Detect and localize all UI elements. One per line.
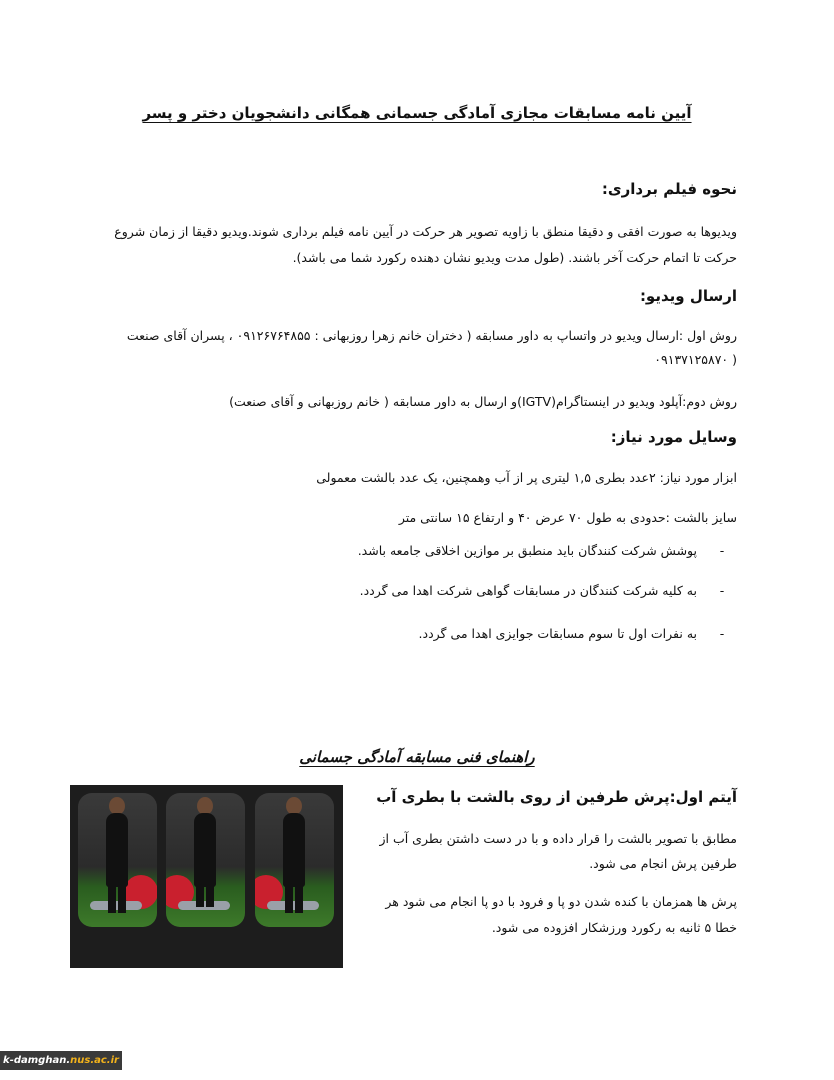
- guide-title: راهنمای فنی مسابقه آمادگی جسمانی: [299, 748, 535, 766]
- athlete-leg: [295, 885, 303, 913]
- item-1-text-2-line-1: پرش ها همزمان با کنده شدن دو پا و فرود با دو پا انجام می شود هر: [385, 894, 737, 909]
- bullet-marker: -: [719, 583, 725, 598]
- item-1-heading: آیتم اول:پرش طرفین از روی بالشت با بطری آب: [376, 788, 737, 806]
- equipment-line-1: ابزار مورد نیاز: ۲عدد بطری ۱,۵ لیتری پر از آب وهمچنین، یک عدد بالشت معمولی: [316, 470, 737, 485]
- pillow-pad: [90, 901, 142, 910]
- site-watermark[interactable]: [0, 1051, 122, 1070]
- sending-method-1-line-1: روش اول :ارسال ویدیو در واتساپ به داور مسابقه ( دختران خانم زهرا روزبهانی : ۰۹۱۲۶۷۶۴۸۵۵ ، پسران آقای صنعت: [126, 328, 737, 343]
- sending-method-2: روش دوم:آپلود ویدیو در اینستاگرام(IGTV)و ارسال به داور مسابقه ( خانم روزبهانی و آقای صنعت): [229, 394, 737, 409]
- document-title: آیین نامه مسابقات مجازی آمادگی جسمانی همگانی دانشجویان دختر و پسر: [142, 104, 692, 122]
- athlete-leg: [196, 879, 204, 907]
- pillow-pad: [178, 901, 230, 910]
- item-1-text-2-line-2: خطا ۵ ثانیه به رکورد ورزشکار افزوده می شود.: [491, 920, 737, 935]
- photo-panel-middle: [166, 793, 245, 927]
- filming-heading: نحوه فیلم برداری:: [601, 180, 737, 198]
- athlete-leg: [118, 885, 126, 913]
- filming-line-1: ویدیوها به صورت افقی و دقیقا منطق با زاویه تصویر هر حرکت در آیین نامه فیلم برداری شوند.ویدیو دقیقا از زمان شروع: [114, 224, 737, 239]
- item-1-text-1-line-1: مطابق با تصویر بالشت را قرار داده و با در دست داشتن بطری آب از: [379, 831, 737, 846]
- watermark-prefix: k-damghan.: [3, 1055, 71, 1066]
- sending-heading: ارسال ویدیو:: [639, 287, 737, 305]
- bullet-text: به نفرات اول تا سوم مسابقات جوایزی اهدا می گردد.: [418, 626, 697, 641]
- bullet-text: به کلیه شرکت کنندگان در مسابقات گواهی شرکت اهدا می گردد.: [359, 583, 697, 598]
- athlete-body: [283, 813, 305, 887]
- item-1-text-1-line-2: طرفین پرش انجام می شود.: [589, 856, 737, 871]
- athlete-leg: [108, 885, 116, 913]
- pillow-pad: [267, 901, 319, 910]
- bullet-marker: -: [719, 543, 725, 558]
- athlete-leg: [206, 879, 214, 907]
- bullet-marker: -: [719, 626, 725, 641]
- bullet-item: [360, 583, 729, 598]
- exercise-photo: [70, 785, 343, 968]
- watermark-suffix: nus.ac.ir: [70, 1055, 119, 1066]
- equipment-line-2: سایز بالشت :حدودی به طول ۷۰ عرض ۴۰ و ارتفاع ۱۵ سانتی متر: [398, 510, 737, 525]
- sending-method-1-line-2: ۰۹۱۳۷۱۲۵۸۷۰ ): [654, 352, 737, 367]
- athlete-body: [106, 813, 128, 887]
- bullet-item: [419, 626, 729, 641]
- athlete-leg: [285, 885, 293, 913]
- photo-panel-left: [78, 793, 157, 927]
- filming-line-2: حرکت تا اتمام حرکت آخر باشند. (طول مدت ویدیو نشان دهنده رکورد شما می باشد).: [292, 250, 737, 265]
- athlete-body: [194, 813, 216, 887]
- bullet-item: [358, 543, 729, 558]
- photo-panel-right: [255, 793, 334, 927]
- bullet-text: پوشش شرکت کنندگان باید منطبق بر موازین اخلاقی جامعه باشد.: [357, 543, 697, 558]
- equipment-heading: وسایل مورد نیاز:: [610, 428, 737, 446]
